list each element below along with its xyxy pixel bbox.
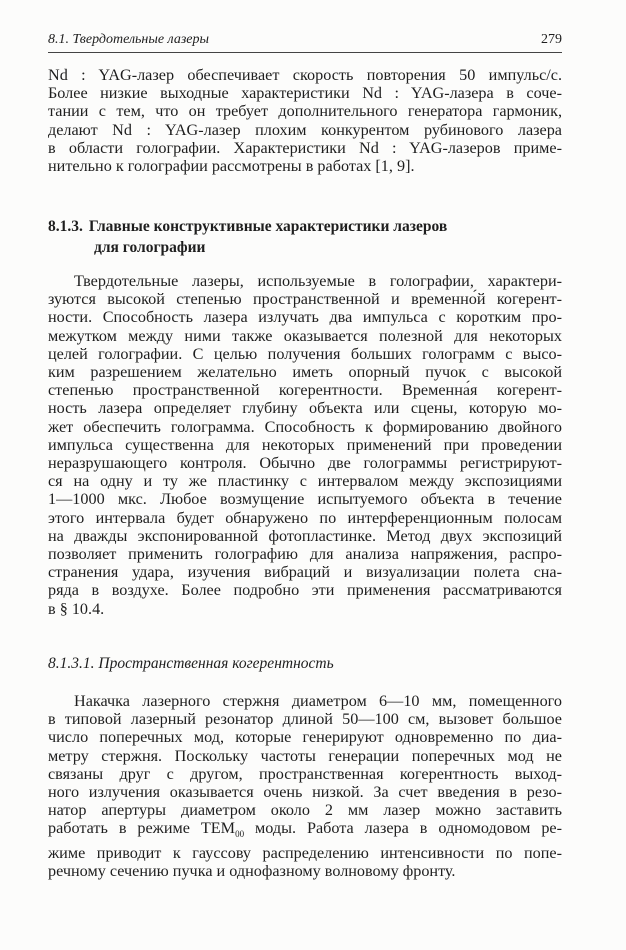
page-header	[48, 24, 562, 53]
text-line: зуются высокой степенью пространственной и временно́й когерент-	[48, 290, 562, 309]
text-line: Накачка лазерного стержня диаметром 6—10 мм, помещенного	[74, 692, 562, 710]
text-line: ким разрешением желательно иметь опорный пучок с высокой	[48, 363, 562, 382]
text-line: в типовой лазерный резонатор длиной 50—100 см, вызовет большое	[48, 710, 562, 729]
text-line: число поперечных мод, которые генерируют одновременно по диа-	[48, 728, 562, 747]
text-line: жет обеспечить голограмма. Способность к формированию двойного	[48, 417, 562, 436]
text-line: странения удара, изучения вибраций и визуализации полета сна-	[48, 563, 562, 582]
text-line: ности. Способность лазера излучать два импульса с коротким про-	[48, 308, 562, 327]
text-line: неразрушающего контроля. Обычно две голограммы регистрируют-	[48, 454, 562, 473]
text-line: степенью пространственной когерентности. Временна́я когерент-	[48, 381, 562, 400]
text-line: тании с тем, что он требует дополнительного генератора гармоник,	[48, 102, 562, 121]
tem-after: моды. Работа лазера в одномодовом ре-	[244, 819, 562, 838]
running-head: 8.1. Твердотельные лазеры	[48, 32, 209, 47]
text-line: в области голографии. Характеристики Nd : YAG-лазеров приме-	[48, 138, 562, 157]
text-line: целей голографии. С целью получения больших голограмм с высо-	[48, 344, 562, 363]
text-line: делают Nd : YAG-лазер плохим конкурентом рубинового лазера	[48, 120, 562, 139]
text-line: позволяет применить голографию для анализа напряжения, распро-	[48, 545, 562, 564]
paragraph-solid-state-lasers	[48, 272, 562, 618]
text-line: ность лазера определяет глубину объекта или сцены, которую мо-	[48, 399, 562, 418]
text-line-tem	[48, 819, 562, 843]
text-line: связаны друг с другом, пространственная когерентность выход-	[48, 764, 562, 783]
text-line: нительно к голографии рассмотрены в работах [1, 9].	[48, 157, 415, 176]
text-line: Твердотельные лазеры, используемые в голографии, характери-	[74, 272, 562, 290]
section-title-line2: для голографии	[94, 239, 206, 256]
section-heading	[48, 216, 562, 258]
text-line: импульса существенна для некоторых применений при проведении	[48, 435, 562, 454]
text-line: ряда в воздухе. Более подробно эти применения рассматриваются	[48, 581, 562, 600]
page-number: 279	[541, 32, 562, 47]
text-line: Более низкие выходные характеристики Nd : YAG-лазера в соче-	[48, 84, 562, 103]
text-line: метру стержня. Поскольку частоты генерации поперечных мод не	[48, 746, 562, 765]
text-line: жиме приводит к гауссову распределению интенсивности по попе-	[48, 843, 562, 862]
text-line: межутком между ними также оказывается полезной для некоторых	[48, 326, 562, 345]
tem-before: работать в режиме TEM	[48, 819, 236, 838]
text-line: в § 10.4.	[48, 599, 105, 618]
text-line: Nd : YAG-лазер обеспечивает скорость повторения 50 импульс/с.	[48, 66, 562, 84]
section-number: 8.1.3.	[48, 218, 83, 235]
paragraph-intro	[48, 66, 562, 175]
text-line: на дважды экспонированной фотопластинке. Метод двух экспозиций	[48, 526, 562, 545]
tem-subscript: 00	[235, 829, 245, 840]
text-line: этого интервала будет обнаружено по интерференционным полосам	[48, 508, 562, 527]
text-line: натор апертуры диаметром около 2 мм лазер можно заставить	[48, 801, 562, 820]
paragraph-spatial-coherence	[48, 692, 562, 880]
text-line: речному сечению пучка и однофазному волновому фронту.	[48, 862, 456, 881]
subsection-heading: 8.1.3.1. Пространственная когерентность	[48, 655, 334, 672]
text-line: 1—1000 мкс. Любое возмущение испытуемого объекта в течение	[48, 490, 562, 509]
section-title-line1: Главные конструктивные характеристики лазеров	[88, 218, 448, 235]
text-line: ся на одну и ту же пластинку с интервалом между экспозициями	[48, 472, 562, 491]
text-line: ного излучения оказывается очень низкой. За счет введения в резо-	[48, 783, 562, 802]
